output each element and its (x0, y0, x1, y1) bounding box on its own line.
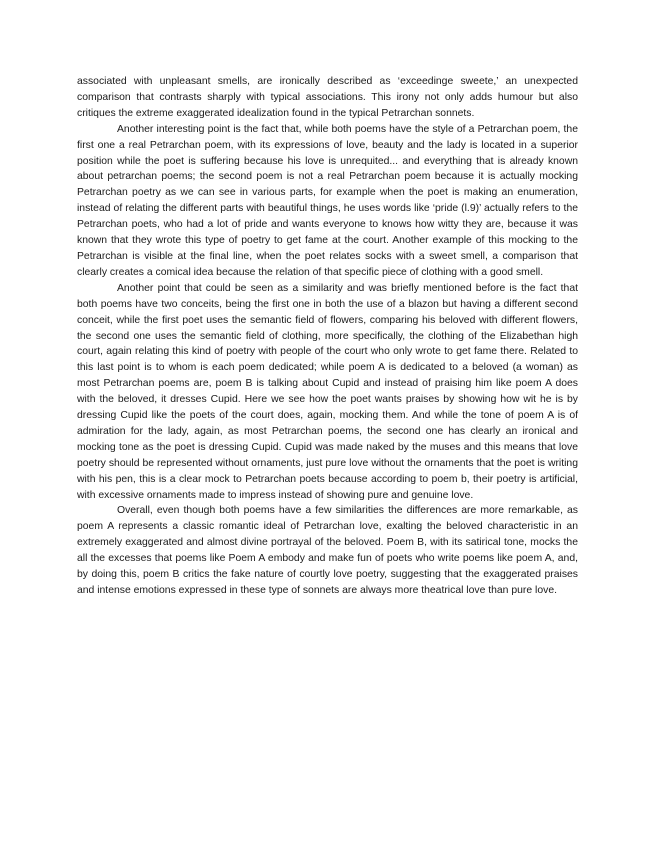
paragraph-conceits: Another point that could be seen as a similarity and was briefly mentioned before is the fact that both poems have two conceits, being the first one in both the use of a blazon but having a different second conceit, while the first poet uses the semantic field of flowers, comparing his beloved with different flowers, the second one uses the semantic field of clothing, more specifically, the clothing of the Elizabethan high court, again relating this kind of poetry with people of the court who only wrote to get fame there. Related to this last point is to whom is each poem dedicated; while poem A is dedicated to a beloved (a woman) as most Petrarchan poems are, poem B is talking about Cupid and instead of praising him like poem A does with the beloved, it dresses Cupid. Here we see how the poet wants praises by showing how wit he is by dressing Cupid like the poets of the court does, again, mocking them. And while the tone of poem A is of admiration for the lady, again, as most Petrarchan poems, the second one has clearly an ironical and mocking tone as the poet is dressing Cupid. Cupid was made naked by the muses and this means that love poetry should be represented without ornaments, just pure love without the ornaments that the poet is writing with his pen, this is a clear mock to Petrarchan poets because according to poem b, their poetry is artificial, with excessive ornaments made to impress instead of showing pure and genuine love. (77, 282, 578, 501)
paragraph-continuation: associated with unpleasant smells, are ironically described as ‘exceedinge sweete,’ an unexpected comparison that contrasts sharply with typical associations. This irony not only adds humour but also critiques the extreme exaggerated idealization found in the typical Petrarchan sonnets. (77, 76, 578, 119)
paragraph-conclusion: Overall, even though both poems have a few similarities the differences are more remarkable, as poem A represents a classic romantic ideal of Petrarchan love, exalting the beloved characteristic in an extremely exaggerated and almost divine portrayal of the beloved. Poem B, with its satirical tone, mocks the all the excesses that poems like Poem A embody and make fun of poets who write poems like poem A, and, by doing this, poem B critics the fake nature of courtly love poetry, suggesting that the exaggerated praises and intense emotions expressed in these type of sonnets are always more theatrical love than pure love. (77, 505, 578, 596)
document-body (77, 74, 578, 599)
paragraph-petrarchan-style: Another interesting point is the fact that, while both poems have the style of a Petrarchan poem, the first one a real Petrarchan poem, with its expressions of love, beauty and the lady is located in a superior position while the poet is suffering because his love is unrequited... and everything that is already known about petrarchan poems; the second poem is not a real Petrarchan poem because it is actually mocking Petrarchan poetry as we can see in various parts, for example when the poet is making an enumeration, instead of relating the different parts with beautiful things, he uses words like ‘pride (l.9)’ actually refers to the Petrarchan poets, who had a lot of pride and wants everyone to knows how witty they are, because it was known that they wrote this type of poetry to get fame at the court. Another example of this mocking to the Petrarchan is visible at the final line, when the poet relates socks with a sweet smell, a comparison that clearly creates a comical idea because the relation of that specific piece of clothing with a good smell. (77, 123, 578, 278)
